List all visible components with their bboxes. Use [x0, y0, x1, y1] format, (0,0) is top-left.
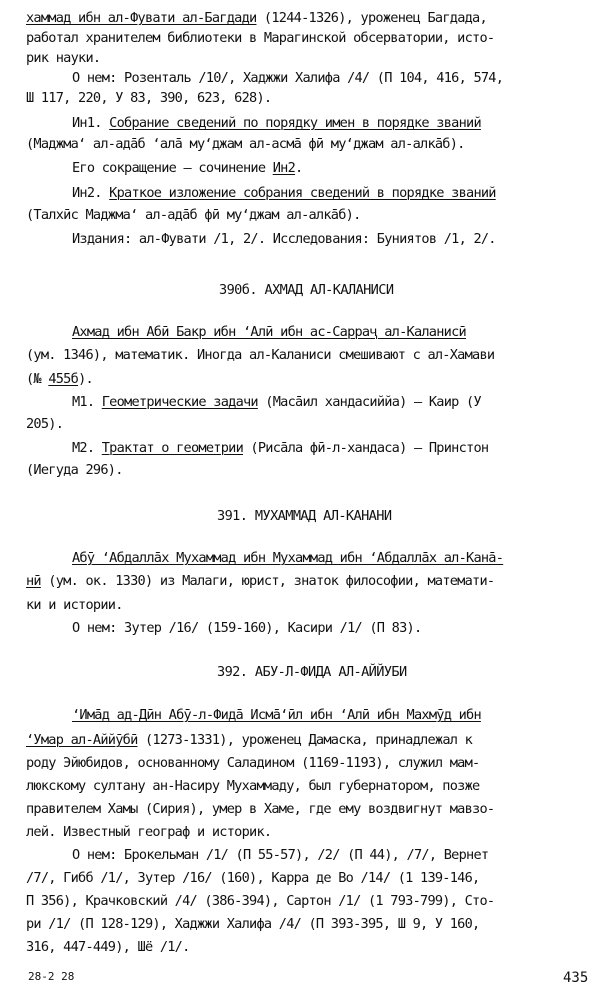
entry-391-bio-1: нӣ (ум. ок. 1330) из Малаги, юрист, знаток философии, математи-: [26, 573, 495, 589]
editions-line: Издания: ал-Фувати /1, 2/. Исследования: Буниятов /1, 2/.: [72, 231, 496, 247]
entry-heading-391: 391. МУХАММАД АЛ-КАНАНИ: [217, 508, 392, 524]
entry-392-references-4: ри /1/ (П 128-129), Хаджжи Халифа /4/ (П 393-395, Ш 9, У 160,: [26, 916, 480, 932]
person-name: ‘Имāд ад-Дӣн Абӯ-л-Фидā Исмā‘ӣл ибн ‘Алӣ ибн Махмӯд ибн: [72, 707, 481, 723]
abbreviation-note: Его сокращение – сочинение Ин2.: [72, 160, 303, 176]
entry-392-bio-4: правителем Хамы (Сирия), умер в Хаме, где ему воздвигнут мавзо-: [26, 801, 495, 817]
work-title: Трактат о геометрии: [101, 440, 243, 456]
entry-392-references-1: О нем: Брокельман /1/ (П 55-57), /2/ (П 44), /7/, Вернет: [72, 847, 489, 863]
work-title: Краткое изложение собрания сведений в порядке званий: [109, 185, 496, 201]
entry-390b-bio-2: (№ 455б).: [26, 371, 93, 387]
entry-heading-392: 392. АБУ-Л-ФИДА АЛ-АЙЙУБИ: [217, 664, 407, 680]
entry-continuation-line-3: рик науки.: [26, 50, 101, 66]
entry-continuation-line-2: работал хранителем библиотеки в Марагинской обсерватории, исто-: [26, 30, 495, 46]
entry-390b-bio-1: (ум. 1346), математик. Иногда ал-Каланиси смешивают с ал-Хамави: [26, 347, 495, 363]
person-name: хаммад ибн ал-Фувати ал-Багдади: [26, 10, 257, 26]
entry-392-references-2: /7/, Гибб /1/, Зутер /16/ (160), Карра де Во /14/ (1 139-146,: [26, 870, 480, 886]
references-line-2: Ш 117, 220, У 83, 390, 623, 628).: [26, 90, 272, 106]
entry-391-bio-2: ки и истории.: [26, 597, 123, 613]
person-name-cont: ‘Умар ал-Аййӯбӣ: [26, 732, 138, 748]
work-m1-cont: 205).: [26, 416, 64, 432]
references-line-1: О нем: Розенталь /10/, Хаджжи Халифа /4/ (П 104, 416, 574,: [72, 70, 504, 86]
person-name: Абӯ ‘Абдаллāх Мухаммад ибн Мухаммад ибн ‘Абдаллāх ал-Канā-: [72, 550, 504, 566]
person-name: Ахмад ибн Абӣ Бакр ибн ‘Алӣ ибн ас-Сарраҷ ал-Каланисӣ: [72, 324, 466, 340]
work-m2: М2. Трактат о геометрии (Рисāла фӣ-л-хандаса) – Принстон: [72, 440, 489, 456]
cross-reference: 455б: [48, 371, 79, 387]
work-in1: Ин1. Собрание сведений по порядку имен в порядке званий: [72, 115, 481, 131]
printer-signature: 28-2 28: [28, 970, 75, 983]
entry-391-name: [72, 550, 612, 566]
work-in2: Ин2. Краткое изложение собрания сведений в порядке званий: [72, 185, 496, 201]
entry-continuation-line-1: хаммад ибн ал-Фувати ал-Багдади (1244-1326), уроженец Багдада,: [26, 10, 487, 26]
entry-392-bio-1: ‘Умар ал-Аййӯбӣ (1273-1331), уроженец Дамаска, принадлежал к: [26, 732, 473, 748]
work-title: Геометрические задачи: [101, 394, 258, 410]
entry-392-bio-3: люкскому султану ан-Насиру Мухаммаду, был губернатором, позже: [26, 778, 480, 794]
entry-392-references-3: П 356), Крачковский /4/ (386-394), Сартон /1/ (1 793-799), Сто-: [26, 893, 495, 909]
cross-reference: Ин2: [272, 160, 296, 176]
entry-392-bio-5: лей. Известный географ и историк.: [26, 824, 272, 840]
work-in2-original-title: (Талхӣс Маджма‘ ал-адāб фӣ му‘джам ал-алкāб).: [26, 207, 361, 223]
page-number: 435: [563, 970, 589, 986]
entry-392-name: [72, 707, 612, 723]
work-in1-original-title: (Маджма‘ ал-адāб ‘алā му‘джам ал-асмā фӣ му‘джам ал-алкāб).: [26, 136, 465, 152]
entry-heading-390b: 390б. АХМАД АЛ-КАЛАНИСИ: [219, 282, 394, 298]
work-m1: М1. Геометрические задачи (Масāил хандасиййа) – Каир (У: [72, 394, 481, 410]
work-title: Собрание сведений по порядку имен в порядке званий: [109, 115, 481, 131]
entry-390b-name: [72, 324, 612, 340]
entry-391-references: О нем: Зутер /16/ (159-160), Касири /1/ (П 83).: [72, 620, 422, 636]
entry-392-bio-2: роду Эйюбидов, основанному Саладином (1169-1193), служил мам-: [26, 755, 480, 771]
person-name-cont: нӣ: [26, 573, 41, 589]
entry-392-references-5: 316, 447-449), Шё /1/.: [26, 939, 190, 955]
work-m2-cont: (Иегуда 296).: [26, 462, 123, 478]
